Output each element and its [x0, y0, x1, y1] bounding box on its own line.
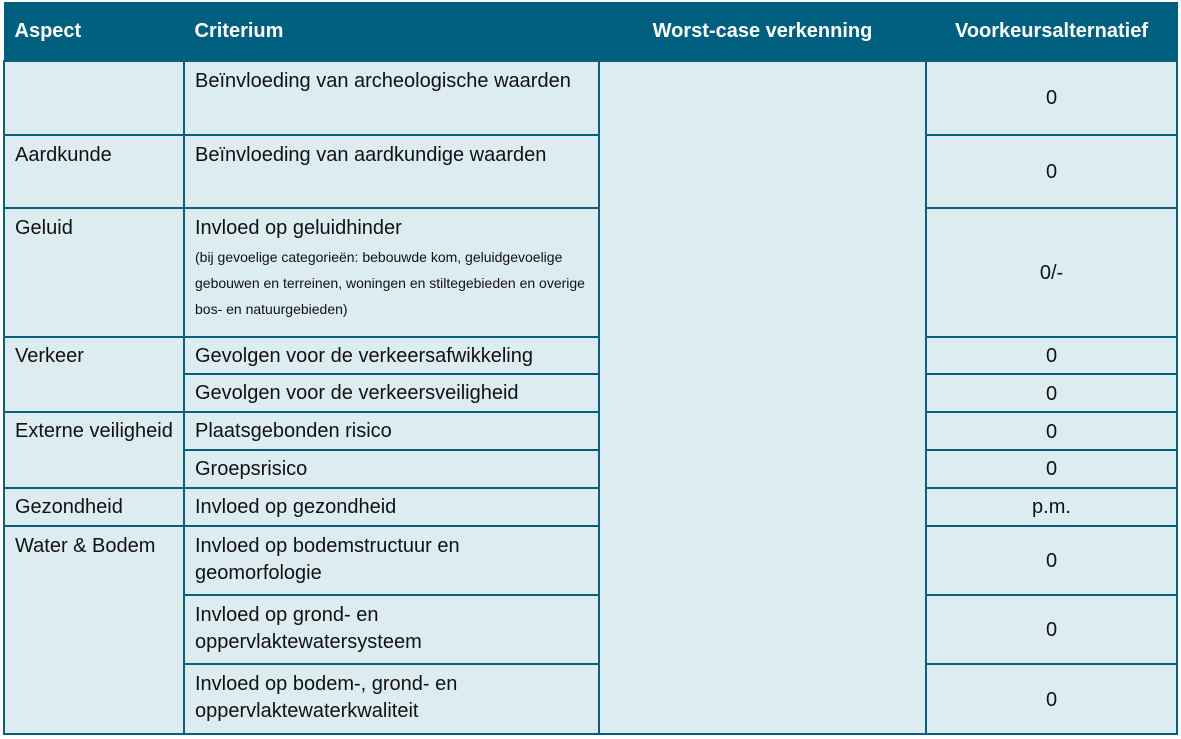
criterium-cell: Gevolgen voor de verkeersafwikkeling — [184, 337, 599, 375]
aspect-cell: Aardkunde — [4, 135, 184, 209]
value-cell: 0 — [926, 374, 1177, 412]
header-voorkeursalternatief: Voorkeursalternatief — [926, 2, 1177, 61]
assessment-table-container — [3, 2, 1176, 735]
criterium-cell: Groepsrisico — [184, 450, 599, 488]
criterium-cell: Beïnvloeding van aardkundige waarden — [184, 135, 599, 209]
aspect-cell: Water & Bodem — [4, 526, 184, 734]
aspect-cell: Gezondheid — [4, 488, 184, 526]
table-row — [4, 488, 1177, 526]
value-cell: 0 — [926, 412, 1177, 450]
table-row — [4, 61, 1177, 135]
table-row — [4, 337, 1177, 375]
worst-case-cell — [599, 61, 926, 734]
value-cell: 0 — [926, 526, 1177, 595]
criterium-cell: Invloed op bodem-, grond- en oppervlaktewaterkwaliteit — [184, 664, 599, 734]
criterium-cell: Gevolgen voor de verkeersveiligheid — [184, 374, 599, 412]
aspect-cell: Geluid — [4, 208, 184, 337]
header-criterium: Criterium — [184, 2, 599, 61]
value-cell: 0 — [926, 595, 1177, 664]
value-cell: 0 — [926, 61, 1177, 135]
header-row — [4, 2, 1177, 61]
table-row — [4, 208, 1177, 337]
aspect-cell: Verkeer — [4, 337, 184, 413]
value-cell: 0 — [926, 450, 1177, 488]
table-row — [4, 526, 1177, 595]
value-cell: 0 — [926, 337, 1177, 375]
criterium-cell — [184, 208, 599, 337]
criterium-cell: Plaatsgebonden risico — [184, 412, 599, 450]
assessment-table — [3, 2, 1178, 735]
criterium-cell: Beïnvloeding van archeologische waarden — [184, 61, 599, 135]
criterium-text: Invloed op geluidhinder — [195, 217, 402, 240]
value-cell: 0 — [926, 135, 1177, 209]
criterium-note: (bij gevoelige categorieën: bebouwde kom, geluidgevoelige gebouwen en terreinen, woningen en stiltegebieden en overige bos- en natuurgebieden) — [195, 249, 585, 318]
header-aspect: Aspect — [4, 2, 184, 61]
header-worst-case: Worst-case verkenning — [599, 2, 926, 61]
value-cell: 0 — [926, 664, 1177, 734]
value-cell: 0/- — [926, 208, 1177, 337]
table-row — [4, 135, 1177, 209]
aspect-cell: Externe veiligheid — [4, 412, 184, 488]
aspect-cell — [4, 61, 184, 135]
criterium-cell: Invloed op bodemstructuur en geomorfologie — [184, 526, 599, 595]
value-cell: p.m. — [926, 488, 1177, 526]
table-row — [4, 412, 1177, 450]
criterium-cell: Invloed op grond- en oppervlaktewatersysteem — [184, 595, 599, 664]
criterium-cell: Invloed op gezondheid — [184, 488, 599, 526]
